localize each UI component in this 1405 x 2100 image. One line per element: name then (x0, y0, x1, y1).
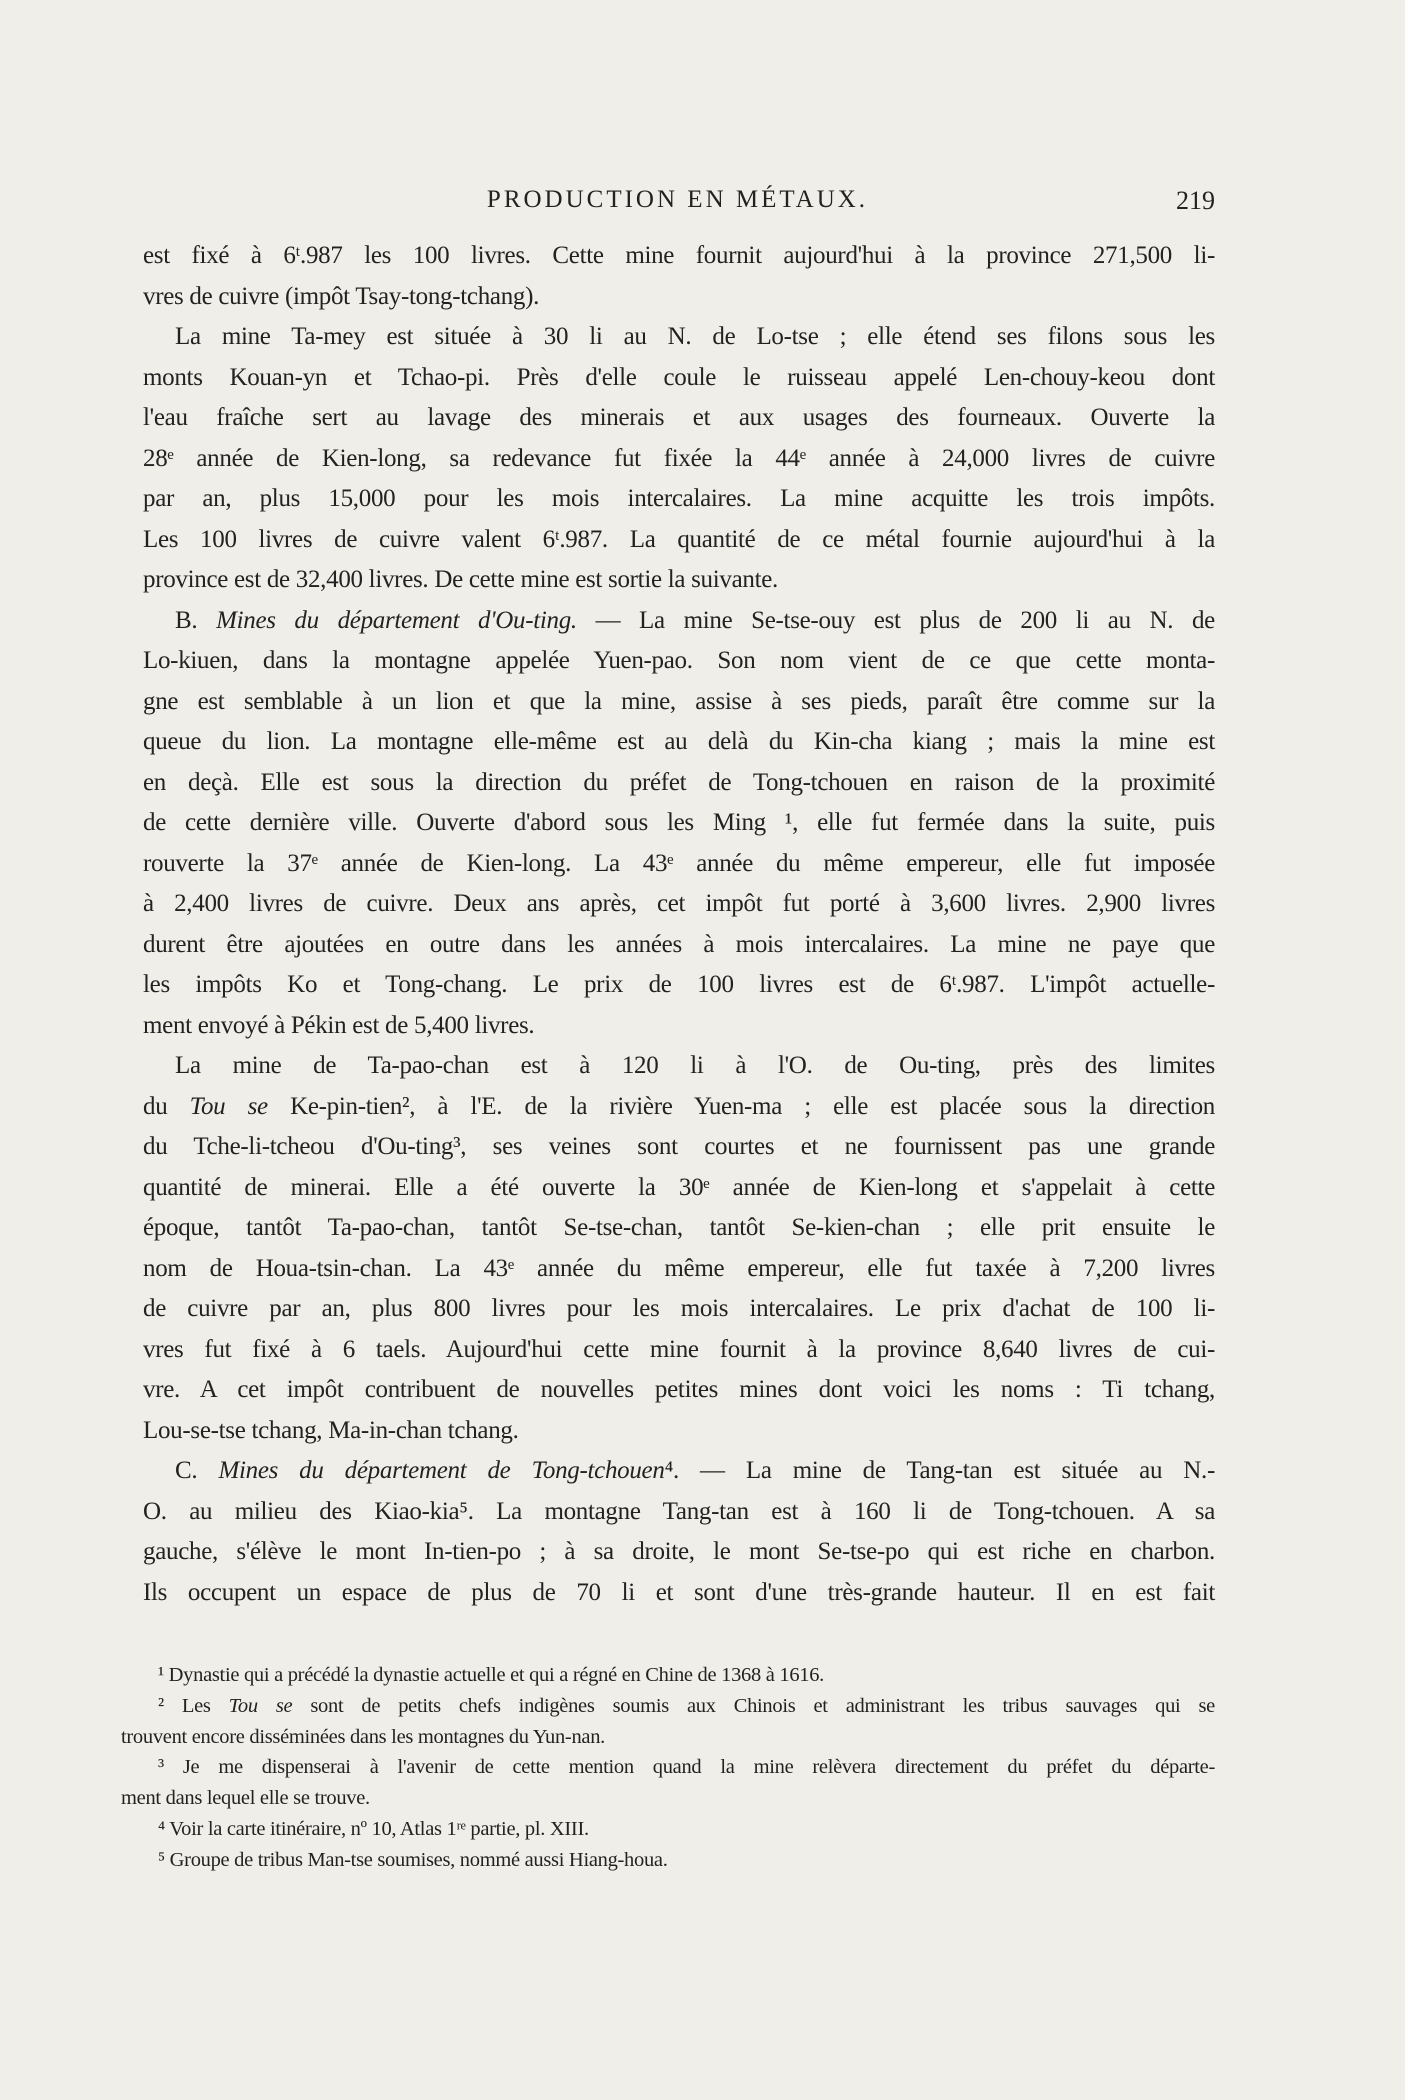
text-segment: gauche, s'élève le mont In-tien-po ; à sa droite, le mont Se-tse-po qui est riche en charbon. (143, 1538, 1215, 1565)
italic-text: Tou se (189, 1092, 268, 1120)
text-line (143, 1289, 1215, 1330)
text-line (143, 1046, 1215, 1087)
text-line (143, 763, 1215, 804)
text-line (143, 1168, 1215, 1209)
text-line (143, 1006, 1215, 1047)
text-line (143, 1532, 1215, 1573)
text-segment: ² Les (158, 1694, 229, 1717)
text-segment: O. au milieu des Kiao-kia⁵. La montagne Tang-tan est à 160 li de Tong-tchouen. A sa (143, 1497, 1215, 1525)
text-segment: province est de 32,400 livres. De cette mine est sortie la suivante. (143, 566, 778, 593)
text-line (143, 641, 1215, 682)
text-segment: ⁵ Groupe de tribus Man-tse soumises, nommé aussi Hiang-houa. (158, 1848, 668, 1871)
text-segment: B. (175, 606, 217, 634)
text-line (143, 358, 1215, 399)
text-segment: ⁴ Voir la carte itinéraire, nº 10, Atlas 1ʳᵉ partie, pl. XIII. (158, 1817, 589, 1840)
text-line (143, 236, 1215, 277)
running-title: PRODUCTION EN MÉTAUX. (486, 186, 869, 213)
page-header (140, 186, 1215, 222)
text-segment: monts Kouan-yn et Tchao-pi. Près d'elle coule le ruisseau appelé Len-chouy-keou dont (143, 363, 1215, 391)
text-line (143, 1492, 1215, 1533)
text-segment: — La mine Se-tse-ouy est plus de 200 li au N. de (576, 606, 1215, 634)
footnote-line (121, 1814, 1215, 1845)
text-segment: Ke-pin-tien², à l'E. de la rivière Yuen-ma ; elle est placée sous la direction (267, 1092, 1215, 1120)
text-line (143, 1411, 1215, 1452)
text-line (143, 439, 1215, 480)
text-line (143, 965, 1215, 1006)
text-segment: La mine Ta-mey est située à 30 li au N. de Lo-tse ; elle étend ses filons sous les (175, 323, 1215, 350)
text-segment: de cette dernière ville. Ouverte d'abord sous les Ming ¹, elle fut fermée dans la suite, puis (143, 809, 1215, 836)
text-line (143, 398, 1215, 439)
text-line (143, 884, 1215, 925)
text-line (143, 722, 1215, 763)
text-segment: durent être ajoutées en outre dans les années à mois intercalaires. La mine ne paye que (143, 930, 1215, 958)
text-line (143, 1370, 1215, 1411)
text-segment: ³ Je me dispenserai à l'avenir de cette mention quand la mine relèvera directement du préfet du départe- (158, 1756, 1215, 1779)
text-segment: est fixé à 6ᵗ.987 les 100 livres. Cette mine fournit aujourd'hui à la province 271,500 li- (143, 242, 1215, 269)
text-segment: époque, tantôt Ta-pao-chan, tantôt Se-tse-chan, tantôt Se-kien-chan ; elle prit ensuite le (143, 1214, 1215, 1241)
text-line (143, 844, 1215, 885)
text-line (143, 601, 1215, 642)
text-segment: du (143, 1092, 190, 1120)
text-segment: sont de petits chefs indigènes soumis aux Chinois et administrant les tribus sauvages qui se (292, 1694, 1215, 1717)
footnote-line (121, 1660, 1215, 1691)
text-segment: les impôts Ko et Tong-chang. Le prix de 100 livres est de 6ᵗ.987. L'impôt actuelle- (143, 971, 1215, 998)
text-segment: Lo-kiuen, dans la montagne appelée Yuen-pao. Son nom vient de ce que cette monta- (143, 647, 1215, 674)
text-segment: ment dans lequel elle se trouve. (121, 1787, 370, 1810)
text-segment: trouvent encore disséminées dans les montagnes du Yun-nan. (121, 1725, 605, 1748)
text-line (143, 479, 1215, 520)
text-line (143, 925, 1215, 966)
text-segment: nom de Houa-tsin-chan. La 43ᵉ année du même empereur, elle fut taxée à 7,200 livres (143, 1254, 1215, 1282)
text-segment: vre. A cet impôt contribuent de nouvelles petites mines dont voici les noms : Ti tchang, (143, 1376, 1215, 1403)
italic-text: Mines du département d'Ou-ting. (216, 606, 577, 634)
italic-text: Tou se (228, 1694, 293, 1717)
text-segment: C. (175, 1457, 219, 1484)
text-segment: 28ᵉ année de Kien-long, sa redevance fut fixée la 44ᵉ année à 24,000 livres de cuivre (143, 444, 1215, 472)
body-text (143, 236, 1215, 1613)
footnote-line (121, 1845, 1215, 1876)
text-line (143, 1127, 1215, 1168)
text-line (143, 1208, 1215, 1249)
text-line (143, 1087, 1215, 1128)
text-segment: Ils occupent un espace de plus de 70 li et sont d'une très-grande hauteur. Il en est fait (143, 1578, 1215, 1606)
text-line (143, 277, 1215, 318)
text-segment: rouverte la 37ᵉ année de Kien-long. La 43ᵉ année du même empereur, elle fut imposée (143, 849, 1215, 877)
text-segment: queue du lion. La montagne elle-même est au delà du Kin-cha kiang ; mais la mine est (143, 728, 1215, 755)
footnote-line (121, 1722, 1215, 1753)
text-segment: du Tche-li-tcheou d'Ou-ting³, ses veines sont courtes et ne fournissent pas une grande (143, 1133, 1215, 1160)
text-line (143, 317, 1215, 358)
footnote-line (121, 1691, 1215, 1722)
text-line (143, 1451, 1215, 1492)
text-segment: vres de cuivre (impôt Tsay-tong-tchang). (143, 282, 540, 310)
text-segment: quantité de minerai. Elle a été ouverte la 30ᵉ année de Kien-long et s'appelait à cette (143, 1173, 1215, 1201)
text-segment: vres fut fixé à 6 taels. Aujourd'hui cette mine fournit à la province 8,640 livres de cui- (143, 1335, 1215, 1363)
text-segment: Lou-se-tse tchang, Ma-in-chan tchang. (143, 1416, 519, 1444)
text-line (143, 1330, 1215, 1371)
text-segment: ¹ Dynastie qui a précédé la dynastie actuelle et qui a régné en Chine de 1368 à 1616. (158, 1664, 825, 1686)
text-segment: ment envoyé à Pékin est de 5,400 livres. (143, 1011, 535, 1039)
text-segment: en deçà. Elle est sous la direction du préfet de Tong-tchouen en raison de la proximité (143, 768, 1215, 796)
footnote-line (121, 1783, 1215, 1814)
text-segment: par an, plus 15,000 pour les mois intercalaires. La mine acquitte les trois impôts. (143, 485, 1215, 512)
text-segment: Les 100 livres de cuivre valent 6ᵗ.987. La quantité de ce métal fournie aujourd'hui à la (143, 525, 1215, 553)
text-line (143, 520, 1215, 561)
text-segment: de cuivre par an, plus 800 livres pour les mois intercalaires. Le prix d'achat de 100 li- (143, 1295, 1215, 1322)
text-segment: ⁴. — La mine de Tang-tan est située au N.- (664, 1457, 1215, 1484)
text-line (143, 1573, 1215, 1614)
footnotes (121, 1660, 1215, 1876)
text-line (143, 560, 1215, 601)
text-line (143, 682, 1215, 723)
text-segment: gne est semblable à un lion et que la mine, assise à ses pieds, paraît être comme sur la (143, 687, 1215, 715)
footnote-line (121, 1752, 1215, 1783)
text-line (143, 1249, 1215, 1290)
text-line (143, 803, 1215, 844)
page-number: 219 (1176, 186, 1215, 215)
text-segment: à 2,400 livres de cuivre. Deux ans après, cet impôt fut porté à 3,600 livres. 2,900 livres (143, 890, 1215, 917)
text-segment: La mine de Ta-pao-chan est à 120 li à l'O. de Ou-ting, près des limites (175, 1052, 1215, 1079)
text-segment: l'eau fraîche sert au lavage des minerais et aux usages des fourneaux. Ouverte la (143, 404, 1215, 431)
italic-text: Mines du département de Tong-tchouen (218, 1457, 665, 1484)
